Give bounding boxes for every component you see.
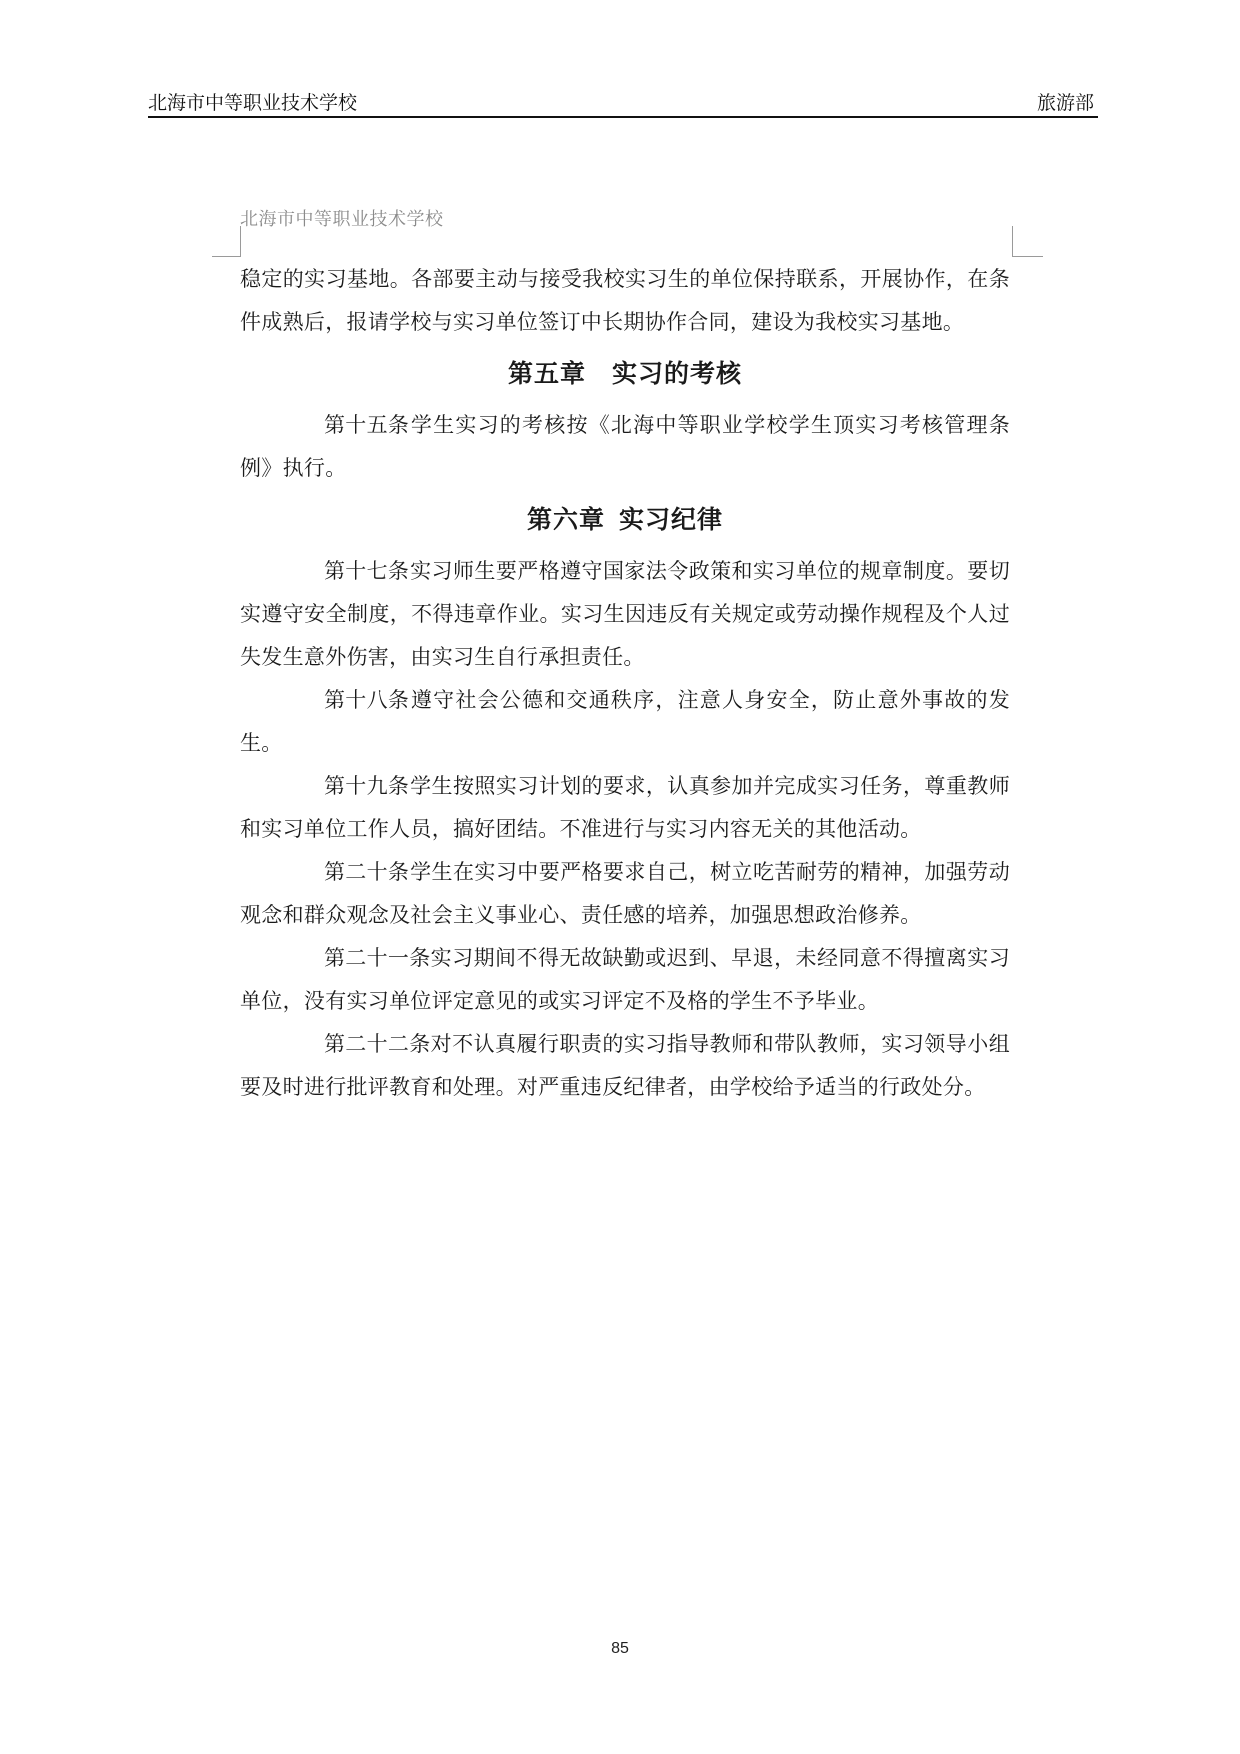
article-19-number: 第十九条: [324, 774, 410, 798]
article-22: [240, 1023, 1010, 1109]
article-15-number: 第十五条: [324, 413, 410, 437]
article-20-number: 第二十条: [324, 860, 410, 884]
header-department: 旅游部: [1036, 92, 1094, 114]
chapter-6-title: 实习纪律: [619, 505, 724, 534]
chapter-6-heading: [240, 490, 1010, 550]
article-15-text: 学生实习的考核按《北海中等职业学校学生顶实习考核管理条例》执行。: [240, 413, 1010, 480]
page-number: 85: [611, 1640, 629, 1657]
article-21-number: 第二十一条: [324, 946, 431, 970]
crop-mark-left: [212, 226, 241, 257]
chapter-5-title: 实习的考核: [612, 359, 743, 388]
article-18-text: 遵守社会公德和交通秩序，注意人身安全，防止意外事故的发生。: [240, 688, 1010, 755]
intro-paragraph: 稳定的实习基地。各部要主动与接受我校实习生的单位保持联系，开展协作，在条件成熟后，报请学校与实习单位签订中长期协作合同，建设为我校实习基地。: [240, 267, 1010, 334]
page-header: [148, 86, 1098, 118]
article-22-number: 第二十二条: [324, 1032, 431, 1056]
inner-page-header: 北海市中等职业技术学校: [240, 209, 444, 230]
article-15: [240, 404, 1010, 490]
header-school-name: 北海市中等职业技术学校: [148, 92, 358, 114]
article-19: [240, 765, 1010, 851]
article-21: [240, 937, 1010, 1023]
chapter-6-number: 第六章: [526, 505, 605, 534]
article-18: [240, 679, 1010, 765]
article-18-number: 第十八条: [324, 688, 410, 712]
article-20: [240, 851, 1010, 937]
article-22-text: 对不认真履行职责的实习指导教师和带队教师，实习领导小组要及时进行批评教育和处理。对严重违反纪律者，由学校给予适当的行政处分。: [240, 1032, 1010, 1099]
document-body: [240, 258, 1010, 1109]
article-17: [240, 550, 1010, 679]
chapter-5-heading: [240, 344, 1010, 404]
article-19-text: 学生按照实习计划的要求，认真参加并完成实习任务，尊重教师和实习单位工作人员，搞好团结。不准进行与实习内容无关的其他活动。: [240, 774, 1010, 841]
article-17-number: 第十七条: [324, 559, 410, 583]
article-21-text: 实习期间不得无故缺勤或迟到、早退，未经同意不得擅离实习单位，没有实习单位评定意见的或实习评定不及格的学生不予毕业。: [240, 946, 1010, 1013]
crop-mark-right: [1012, 226, 1043, 257]
article-17-text: 实习师生要严格遵守国家法令政策和实习单位的规章制度。要切实遵守安全制度，不得违章作业。实习生因违反有关规定或劳动操作规程及个人过失发生意外伤害，由实习生自行承担责任。: [240, 559, 1010, 669]
chapter-5-number: 第五章: [507, 359, 586, 388]
article-20-text: 学生在实习中要严格要求自己，树立吃苦耐劳的精神，加强劳动观念和群众观念及社会主义事业心、责任感的培养，加强思想政治修养。: [240, 860, 1010, 927]
